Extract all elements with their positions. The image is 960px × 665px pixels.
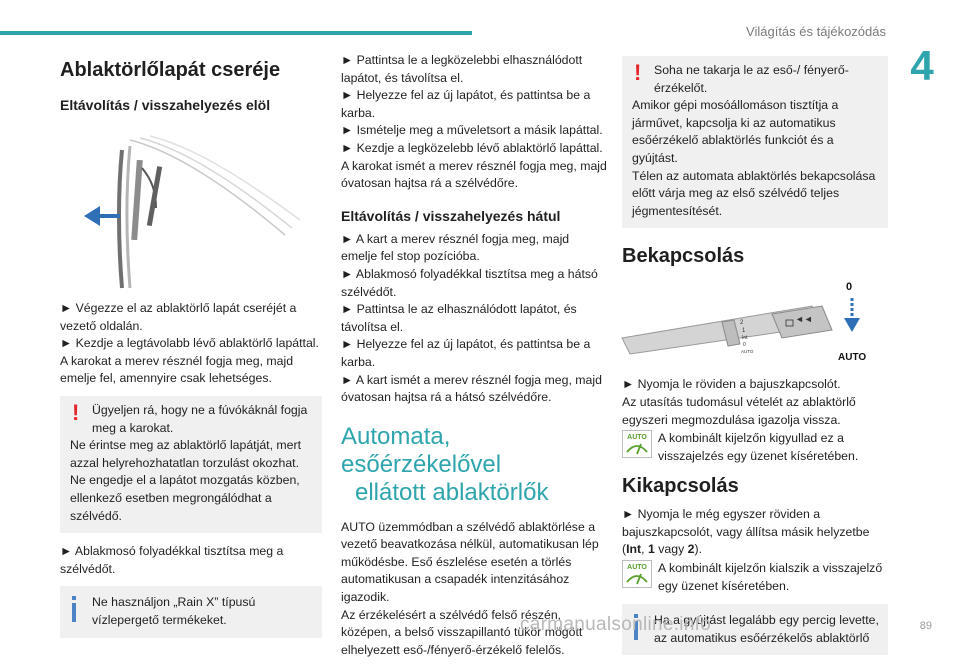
rear-step-3: ► Pattintsa le az elhasználódott lapátot, és távolítsa el.: [341, 302, 577, 334]
sensor-warning-line-3: Télen az automata ablaktörlés bekapcsolása előtt várja meg az első szélvédő teljes jégmentesítését.: [632, 168, 876, 218]
wiper-stalk-illustration: [622, 276, 888, 366]
page-title: Ablaktörlőlapát cseréje: [60, 59, 281, 81]
switch-off-heading: Kikapcsolás: [622, 475, 739, 498]
auto-wiper-heading-line-2: ellátott ablaktörlők: [355, 478, 549, 506]
front-wiper-illustration: [60, 120, 322, 290]
rear-step-5: ► A kart ismét a merev résznél fogja meg, majd óvatosan hajtsa rá a hátsó szélvédőre.: [341, 372, 602, 405]
switch-on-confirmation: Az utasítás tudomásul vételét az ablaktörlő egyszeri megmozdulása igazolja vissza.: [622, 394, 856, 427]
column-1: [60, 52, 322, 648]
warning-box-front: [60, 396, 322, 533]
rear-step-1: ► A kart a merev résznél fogja meg, majd emelje fel stop pozícióba.: [341, 231, 570, 264]
front-step-clean: ► Ablakmosó folyadékkal tisztítsa meg a szélvédőt.: [60, 544, 284, 576]
front-step-4: ► Helyezze fel az új lapátot, és pattintsa be a karba.: [341, 88, 591, 120]
stalk-tick-0: 0: [743, 342, 746, 349]
auto-indicator-on-text: A kombinált kijelzőn kigyullad ez a visszajelzés egy üzenet kíséretében.: [658, 431, 859, 463]
info-icon: [72, 596, 76, 622]
stalk-tick-2: 2: [740, 320, 744, 327]
warning-line-1: Ügyeljen rá, hogy ne a fúvókáknál fogja meg a karokat.: [92, 402, 308, 435]
front-removal-heading: Eltávolítás / visszahelyezés elöl: [60, 97, 271, 113]
sensor-warning-line-1: Soha ne takarja le az eső-/ fényerő-érzékelőt.: [654, 63, 849, 95]
column-3: [622, 52, 888, 665]
switch-on-heading: Bekapcsolás: [622, 245, 745, 268]
info-box-rainx: [60, 586, 322, 637]
front-step-1: ► Végezze el az ablaktörlő lapát cseréjét a vezető oldalán.: [60, 301, 297, 333]
rear-removal-heading: Eltávolítás / visszahelyezés hátul: [341, 207, 561, 224]
svg-text:◄◄: ◄◄: [795, 314, 813, 325]
stalk-tick-auto: AUTO: [741, 349, 754, 355]
front-step-6: ► Kezdje a legközelebb lévő ablaktörlő lapáttal.: [341, 140, 603, 155]
sensor-warning-line-2: Amikor gépi mosóállomáson tisztítja a járművet, kapcsolja ki az automatikus esőérzékelő ablaktörlés funkciót és a gyújtást.: [632, 98, 839, 165]
auto-icon-text: AUTO: [627, 434, 647, 442]
rear-step-2: ► Ablakmosó folyadékkal tisztítsa meg a hátsó szélvédőt.: [341, 266, 598, 299]
front-step-7: A karokat ismét a merev résznél fogja meg, majd óvatosan hajtsa rá a szélvédőre.: [341, 158, 607, 191]
header-accent-bar: [0, 31, 472, 35]
auto-description-2: Az érzékelésért a szélvédő felső részén, középen, a belső visszapillantó tükör mögött elhelyezett eső-/fényerő-érzékelő felelős.: [341, 607, 583, 657]
warning-exclamation-icon: !: [634, 60, 642, 85]
stalk-tick-1: 1: [742, 328, 746, 335]
switch-off-step: ► Nyomja le még egyszer röviden a bajuszkapcsolót, vagy állítsa másik helyzetbe (Int, 1 vagy 2).: [622, 507, 870, 557]
ignition-info-text: Ha a gyújtást legalább egy percig levette, az automatikus esőérzékelős ablaktörlő: [654, 612, 879, 645]
auto-wiper-heading-line-1: Automata, esőérzékelővel: [341, 422, 502, 478]
stalk-tick-int: Int: [742, 335, 748, 342]
warning-box-sensor: [622, 56, 888, 228]
front-step-3: ► Pattintsa le a legközelebbi elhasználódott lapátot, és távolítsa el.: [341, 53, 583, 85]
front-step-5: ► Ismételje meg a műveletsort a másik lapáttal.: [341, 123, 603, 138]
auto-indicator-on-row: [622, 430, 888, 466]
auto-indicator-off-text: A kombinált kijelzőn kialszik a visszajelző egy üzenet kíséretében.: [658, 560, 883, 593]
section-title: Világítás és tájékozódás: [746, 24, 886, 39]
auto-wiper-heading: [341, 423, 607, 507]
stalk-label-0: 0: [846, 281, 853, 294]
stalk-label-auto: AUTO: [838, 352, 867, 364]
column-2: [341, 52, 607, 659]
auto-wiper-indicator-icon: [622, 430, 652, 458]
page-number: 89: [919, 620, 932, 632]
warning-exclamation-icon: !: [72, 399, 80, 425]
chapter-number: 4: [910, 42, 934, 89]
warning-line-3: Ne engedje el a lapátot mozgatás közben, ellenkező esetben megrongálódhat a szélvédő.: [70, 473, 300, 523]
front-note: A karokat a merev résznél fogja meg, majd emelje fel, amennyire csak lehetséges.: [60, 353, 294, 386]
auto-wiper-indicator-icon: [622, 560, 652, 588]
auto-description-1: AUTO üzemmódban a szélvédő ablaktörlése a vezető beavatkozása nélkül, automatikusan lép működésbe. Eső észlelése esetén a törlés automatikusan a csapadék intenzitásához igazodik.: [341, 519, 599, 605]
warning-line-2: Ne érintse meg az ablaktörlő lapátját, mert azzal helyrehozhatatlan torzulást okozhat.: [70, 438, 302, 470]
switch-on-step: ► Nyomja le röviden a bajuszkapcsolót.: [622, 377, 841, 392]
watermark-text: carmanualsonline.info: [520, 614, 712, 635]
auto-icon-text: AUTO: [627, 563, 647, 571]
rear-step-4: ► Helyezze fel az új lapátot, és pattintsa be a karba.: [341, 337, 591, 369]
auto-indicator-off-row: [622, 560, 888, 596]
info-text: Ne használjon „Rain X” típusú vízlepergető termékeket.: [92, 595, 256, 627]
front-step-2: ► Kezdje a legtávolabb lévő ablaktörlő lapáttal.: [60, 336, 319, 351]
